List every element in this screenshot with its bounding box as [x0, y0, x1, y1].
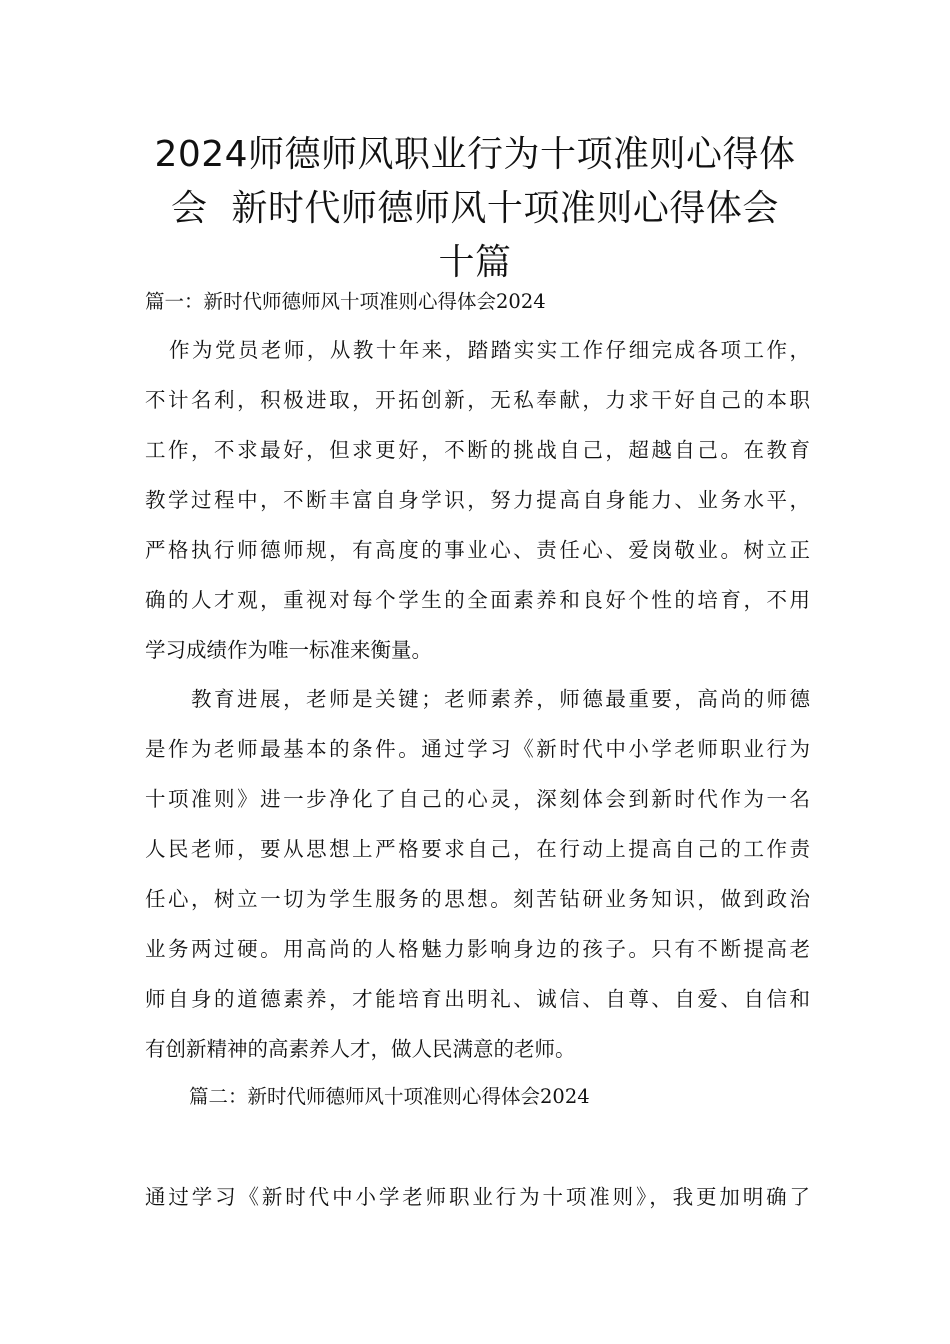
paragraph-3 [145, 1172, 810, 1222]
text-line: 不计名利，积极进取，开拓创新，无私奉献，力求干好自己的本职 [145, 388, 810, 412]
text-line: 有创新精神的高素养人才，做人民满意的老师。 [145, 1037, 576, 1061]
title-line: 2024师德师风职业行为十项准则心得体 [154, 134, 796, 175]
text-line: 任心，树立一切为学生服务的思想。刻苦钻研业务知识，做到政治 [145, 887, 810, 911]
text-line: 师自身的道德素养，才能培育出明礼、诚信、自尊、自爱、自信和 [145, 987, 810, 1011]
text-line: 十项准则》进一步净化了自己的心灵，深刻体会到新时代作为一名 [145, 787, 810, 811]
title-line: 十篇 [438, 242, 512, 283]
section-1-heading: 篇一：新时代师德师风十项准则心得体会2024 [145, 290, 546, 313]
text-line: 确的人才观，重视对每个学生的全面素养和良好个性的培育，不用 [145, 588, 810, 612]
text-line: 教学过程中，不断丰富自身学识，努力提高自身能力、业务水平， [145, 488, 810, 512]
text-line: 业务两过硬。用高尚的人格魅力影响身边的孩子。只有不断提高老 [145, 937, 810, 961]
section-2-heading: 篇二：新时代师德师风十项准则心得体会2024 [189, 1085, 590, 1108]
document-title [140, 128, 810, 290]
text-line: 严格执行师德师规，有高度的事业心、责任心、爱岗敬业。树立正 [145, 538, 810, 562]
title-line: 会 新时代师德师风十项准则心得体会 [171, 188, 779, 229]
text-line: 教育进展，老师是关键；老师素养，师德最重要，高尚的师德 [191, 687, 810, 711]
text-line: 学习成绩作为唯一标准来衡量。 [145, 638, 432, 662]
text-line: 工作，不求最好，但求更好，不断的挑战自己，超越自己。在教育 [145, 438, 810, 462]
text-line: 人民老师，要从思想上严格要求自己，在行动上提高自己的工作责 [145, 837, 810, 861]
paragraph-2 [145, 674, 810, 1074]
text-line: 是作为老师最基本的条件。通过学习《新时代中小学老师职业行为 [145, 737, 810, 761]
text-line: 通过学习《新时代中小学老师职业行为十项准则》，我更加明确了 [145, 1185, 810, 1209]
text-line: 作为党员老师，从教十年来，踏踏实实工作仔细完成各项工作， [169, 338, 810, 362]
paragraph-1 [145, 325, 810, 675]
